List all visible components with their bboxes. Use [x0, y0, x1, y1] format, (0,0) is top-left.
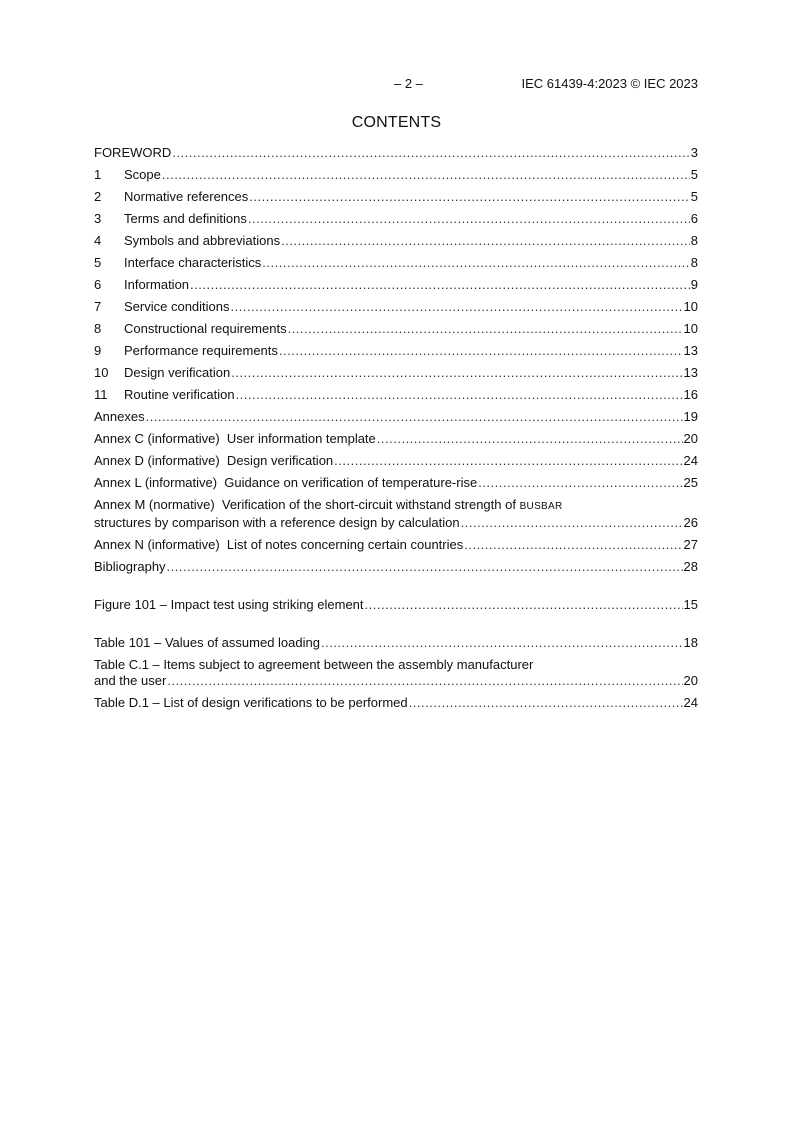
toc-entry-label: structures by comparison with a reference design by calculation	[94, 515, 460, 530]
toc-entry-number: 1	[94, 167, 102, 182]
leader-dots	[464, 537, 682, 553]
toc-entry-design-verification[interactable]	[94, 365, 698, 381]
toc-entry-label: Service conditions	[124, 299, 230, 314]
toc-entry-number: 9	[94, 343, 102, 358]
leader-dots	[409, 695, 683, 711]
toc-entry-routine-verification[interactable]	[94, 387, 698, 403]
toc-entry-label: Routine verification	[124, 387, 235, 402]
figure-entry-page: 15	[683, 597, 698, 612]
toc-entry-page: 13	[683, 343, 698, 358]
toc-entry-label: Terms and definitions	[124, 211, 247, 226]
toc-entry-label: Information	[124, 277, 190, 292]
leader-dots	[172, 145, 689, 161]
toc-entry-page: 28	[683, 559, 698, 574]
table-entry-page: 18	[683, 635, 698, 650]
toc-entry-annex-m[interactable]	[94, 497, 698, 531]
toc-entry-number: 8	[94, 321, 102, 336]
toc-entry-page: 24	[683, 453, 698, 468]
table-entry[interactable]	[94, 635, 698, 651]
table-entry-page: 20	[683, 673, 698, 688]
toc-entry-number: 5	[94, 255, 102, 270]
section-gap	[94, 619, 698, 635]
toc-entry-label: Annex C (informative) User information template	[94, 431, 376, 446]
leader-dots	[190, 277, 690, 293]
toc-entry-label: Annexes	[94, 409, 145, 424]
toc-entry-number: 10	[94, 365, 109, 380]
toc-entry-label: Scope	[124, 167, 161, 182]
leader-dots	[231, 365, 682, 381]
toc-entry-number: 3	[94, 211, 102, 226]
toc-entry-annex-n[interactable]	[94, 537, 698, 553]
toc-entry-label: Performance requirements	[124, 343, 278, 358]
toc-entry-terms-definitions[interactable]	[94, 211, 698, 227]
page-title: CONTENTS	[351, 114, 442, 131]
toc-entry-page: 10	[683, 321, 698, 336]
toc-entry-foreword[interactable]	[94, 145, 698, 161]
toc-entry-information[interactable]	[94, 277, 698, 293]
toc-entry-label: Constructional requirements	[124, 321, 287, 336]
toc-entry-label: Normative references	[124, 189, 249, 204]
toc-entry-page: 5	[690, 167, 698, 182]
toc-entry-label: Design verification	[124, 365, 231, 380]
toc-entry-symbols-abbreviations[interactable]	[94, 233, 698, 249]
leader-dots	[248, 211, 690, 227]
toc-entry-service-conditions[interactable]	[94, 299, 698, 315]
toc-entry-page: 6	[690, 211, 698, 226]
toc-entry-page: 25	[683, 475, 698, 490]
toc-entry-page: 5	[690, 189, 698, 204]
figure-entry[interactable]	[94, 597, 698, 613]
leader-dots	[334, 453, 682, 469]
leader-dots	[231, 299, 683, 315]
leader-dots	[281, 233, 690, 249]
toc-entry-page: 20	[683, 431, 698, 446]
toc-entry-label: Annex D (informative) Design verification	[94, 453, 334, 468]
toc-entry-number: 2	[94, 189, 102, 204]
leader-dots	[162, 167, 690, 183]
leader-dots	[279, 343, 683, 359]
toc-entry-number: 11	[94, 387, 108, 402]
toc-entry-number: 4	[94, 233, 102, 248]
toc-entry-performance-requirements[interactable]	[94, 343, 698, 359]
table-entry-label: Table D.1 – List of design verifications to be performed	[94, 695, 408, 710]
toc-entry-normative-references[interactable]	[94, 189, 698, 205]
toc-entry-label: Annex L (informative) Guidance on verification of temperature-rise	[94, 475, 478, 490]
leader-dots	[249, 189, 689, 205]
leader-dots	[365, 597, 683, 613]
standard-reference: IEC 61439-4:2023 © IEC 2023	[521, 76, 698, 91]
toc-entry-bibliography[interactable]	[94, 559, 698, 575]
toc-entry-label-line1: Annex M (normative) Verification of the short-circuit withstand strength of	[94, 497, 520, 512]
toc-entry-interface-characteristics[interactable]	[94, 255, 698, 271]
toc-entry-constructional-requirements[interactable]	[94, 321, 698, 337]
leader-dots	[377, 431, 683, 447]
toc-entry-annex-d[interactable]	[94, 453, 698, 469]
table-entry-page: 24	[683, 695, 698, 710]
leader-dots	[146, 409, 683, 425]
table-entry-label-line1: Table C.1 – Items subject to agreement between the assembly manufacturer	[94, 657, 534, 672]
leader-dots	[262, 255, 689, 271]
figure-entry-label: Figure 101 – Impact test using striking element	[94, 597, 364, 612]
leader-dots	[461, 515, 683, 531]
table-entry-label: Table 101 – Values of assumed loading	[94, 635, 320, 650]
toc-entry-number: 6	[94, 277, 102, 292]
toc-entry-page: 19	[683, 409, 698, 424]
toc-entry-annexes[interactable]	[94, 409, 698, 425]
toc-entry-page: 8	[690, 233, 698, 248]
toc-entry-page: 8	[690, 255, 698, 270]
page-header	[94, 76, 698, 92]
leader-dots	[288, 321, 683, 337]
section-gap	[94, 581, 698, 597]
page-number: – 2 –	[394, 76, 423, 91]
toc-entry-annex-c[interactable]	[94, 431, 698, 447]
leader-dots	[167, 673, 682, 689]
leader-dots	[167, 559, 683, 575]
toc-entry-label: Annex N (informative) List of notes concerning certain countries	[94, 537, 464, 552]
toc-entry-page: 27	[683, 537, 698, 552]
toc-entry-page: 16	[683, 387, 698, 402]
toc-entry-page: 3	[690, 145, 698, 160]
toc-entry-scope[interactable]	[94, 167, 698, 183]
table-entry-label: and the user	[94, 673, 167, 688]
toc-entry-label: Interface characteristics	[124, 255, 262, 270]
toc-entry-label: Symbols and abbreviations	[124, 233, 281, 248]
table-of-contents	[94, 145, 698, 717]
toc-entry-label: Bibliography	[94, 559, 166, 574]
leader-dots	[478, 475, 682, 491]
leader-dots	[236, 387, 683, 403]
busbar-term: BUSBAR	[519, 501, 563, 512]
toc-entry-page: 9	[690, 277, 698, 292]
toc-entry-number: 7	[94, 299, 102, 314]
toc-entry-label: FOREWORD	[94, 145, 172, 160]
leader-dots	[321, 635, 683, 651]
toc-entry-page: 10	[683, 299, 698, 314]
toc-entry-annex-l[interactable]	[94, 475, 698, 491]
toc-entry-page: 26	[683, 515, 698, 530]
table-entry[interactable]	[94, 695, 698, 711]
table-entry[interactable]	[94, 657, 698, 689]
toc-entry-page: 13	[683, 365, 698, 380]
